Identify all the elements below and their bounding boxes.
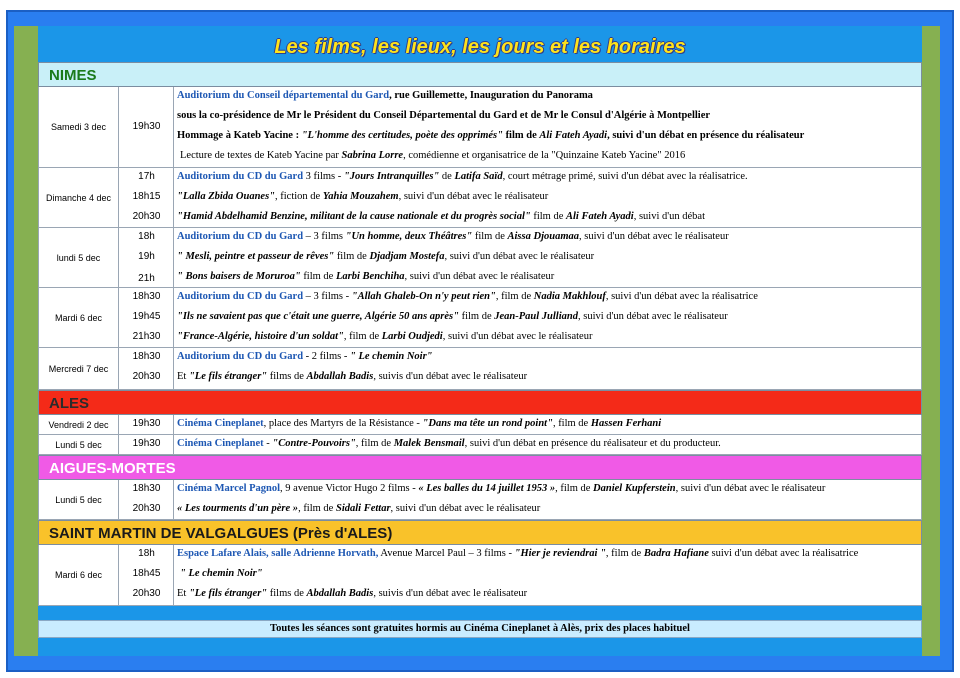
day-cell: Vendredi 2 dec xyxy=(39,415,119,434)
description-cell: Espace Lafare Alais, salle Adrienne Horvath, Avenue Marcel Paul – 3 films - "Hier je reviendrai ", film de Badra Hafiane suivi d'un débat avec la réalisatrice " Le chemin Noir" Et "Le fils étranger" films de Abdallah Badis, suivis d'un débat avec le réalisateur xyxy=(177,548,859,599)
venue-name: Auditorium du CD du Gard xyxy=(177,231,304,242)
schedule-row xyxy=(38,87,922,168)
time-label: 18h30 xyxy=(132,483,161,494)
venue-name: Cinéma Cineplanet xyxy=(177,418,264,429)
day-cell: Mercredi 7 dec xyxy=(39,348,119,389)
time-label: 18h45 xyxy=(132,568,161,579)
schedule-row xyxy=(38,168,922,228)
time-label: 21h30 xyxy=(132,331,161,342)
time-label: 19h xyxy=(138,251,155,262)
time-label: 19h30 xyxy=(132,121,161,132)
description-cell: Cinéma Marcel Pagnol, 9 avenue Victor Hugo 2 films - « Les balles du 14 juillet 1953 », film de Daniel Kupferstein, suivi d'un débat avec le réalisateur « Les tourments d'un père », film de Sidali Fettar, suivi d'un débat avec le réalisateur xyxy=(177,483,826,514)
day-cell: Dimanche 4 dec xyxy=(39,168,119,227)
venue-name: Espace Lafare Alais, salle Adrienne Horvath, xyxy=(177,548,379,559)
time-cell xyxy=(119,288,174,347)
schedule-row xyxy=(38,480,922,520)
time-cell xyxy=(119,87,174,167)
venue-name: Auditorium du CD du Gard xyxy=(177,351,304,362)
time-cell xyxy=(119,415,174,434)
time-label: 17h xyxy=(138,171,155,182)
venue-name: Auditorium du CD du Gard xyxy=(177,171,304,182)
day-cell: Lundi 5 dec xyxy=(39,480,119,519)
time-label: 20h30 xyxy=(132,503,161,514)
description-cell: Auditorium du CD du Gard - 2 films - " Le chemin Noir" Et "Le fils étranger" films de Abdallah Badis, suivis d'un débat avec le réalisateur xyxy=(177,351,528,382)
schedule-row xyxy=(38,228,922,288)
venue-name: Auditorium du CD du Gard xyxy=(177,291,304,302)
time-label: 18h xyxy=(138,231,155,242)
time-label: 20h30 xyxy=(132,588,161,599)
time-label: 20h30 xyxy=(132,211,161,222)
time-cell xyxy=(119,545,174,605)
city-band-nimes: NIMES xyxy=(38,62,922,87)
description-cell: Cinéma Cineplanet - "Contre-Pouvoirs", film de Malek Bensmail, suivi d'un débat en présence du réalisateur et du producteur. xyxy=(177,438,721,449)
schedule-row xyxy=(38,545,922,606)
left-green-border xyxy=(14,26,38,656)
schedule-panel xyxy=(38,26,922,656)
time-label: 18h15 xyxy=(132,191,161,202)
venue-name: Cinéma Cineplanet xyxy=(177,438,264,449)
venue-name: Auditorium du Conseil départemental du Gard xyxy=(177,90,390,101)
day-cell: Mardi 6 dec xyxy=(39,545,119,605)
right-green-border xyxy=(922,26,940,656)
time-label: 21h xyxy=(138,273,155,284)
day-cell: Samedi 3 dec xyxy=(39,87,119,167)
footer-note: Toutes les séances sont gratuites hormis au Cinéma Cineplanet à Alès, prix des places habituel xyxy=(38,620,922,638)
time-label: 18h xyxy=(138,548,155,559)
description-cell: Auditorium du CD du Gard 3 films - "Jours Intranquilles" de Latifa Saïd, court métrage primé, suivi d'un débat avec la réalisatrice. "Lalla Zbida Ouanes", fiction de Yahia Mouzahem, suivi d'un débat avec le réalisateur "Hamid Abdelhamid Benzine, militant de la cause nationale et du progrès social" film de Ali Fateh Ayadi, suivi d'un débat xyxy=(177,171,748,222)
description-cell: Auditorium du CD du Gard – 3 films "Un homme, deux Théâtres" film de Aissa Djouamaa, suivi d'un débat avec le réalisateur " Mesli, peintre et passeur de rêves" film de Djadjam Mostefa, suivi d'un débat avec le réalisateur " Bons baisers de Moruroa" film de Larbi Benchiha, suivi d'un débat avec le réalisateur xyxy=(177,231,729,282)
venue-name: Cinéma Marcel Pagnol xyxy=(177,483,281,494)
schedule-row xyxy=(38,348,922,390)
time-cell xyxy=(119,348,174,389)
time-cell xyxy=(119,168,174,227)
schedule-row xyxy=(38,435,922,455)
schedule-row xyxy=(38,415,922,435)
description-cell: Auditorium du Conseil départemental du Gard, rue Guillemette, Inauguration du Panorama sous la co-présidence de Mr le Président du Conseil Départemental du Gard et de Mr le Consul d'Algérie à Montpellier Hommage à Kateb Yacine : "L'homme des certitudes, poète des opprimés" film de Ali Fateh Ayadi, suivi d'un débat en présence du réalisateur Lecture de textes de Kateb Yacine par Sabrina Lorre, comédienne et organisatrice de la "Quinzaine Kateb Yacine" 2016 xyxy=(177,90,805,161)
time-label: 18h30 xyxy=(132,291,161,302)
time-cell xyxy=(119,435,174,454)
time-label: 19h30 xyxy=(132,418,161,429)
time-cell xyxy=(119,228,174,287)
schedule-row xyxy=(38,288,922,348)
description-cell: Cinéma Cineplanet, place des Martyrs de la Résistance - "Dans ma tête un rond point", film de Hassen Ferhani xyxy=(177,418,662,429)
city-band-ales: ALES xyxy=(38,390,922,415)
city-band-saint-martin: SAINT MARTIN DE VALGALGUES (Près d'ALES) xyxy=(38,520,922,545)
city-band-aigues-mortes: AIGUES-MORTES xyxy=(38,455,922,480)
time-cell xyxy=(119,480,174,519)
time-label: 19h45 xyxy=(132,311,161,322)
time-label: 19h30 xyxy=(132,438,161,449)
page-title: Les films, les lieux, les jours et les horaires xyxy=(274,36,686,58)
day-cell: lundi 5 dec xyxy=(39,228,119,287)
description-cell: Auditorium du CD du Gard – 3 films - "Allah Ghaleb-On n'y peut rien", film de Nadia Makhlouf, suivi d'un débat avec la réalisatrice "Ils ne savaient pas que c'était une guerre, Algérie 50 ans après" film de Jean-Paul Julliand, suivi d'un débat avec le réalisateur "France-Algérie, histoire d'un soldat", film de Larbi Oudjedi, suivi d'un débat avec le réalisateur xyxy=(177,291,758,342)
day-cell: Mardi 6 dec xyxy=(39,288,119,347)
time-label: 18h30 xyxy=(132,351,161,362)
time-label: 20h30 xyxy=(132,371,161,382)
day-cell: Lundi 5 dec xyxy=(39,435,119,454)
